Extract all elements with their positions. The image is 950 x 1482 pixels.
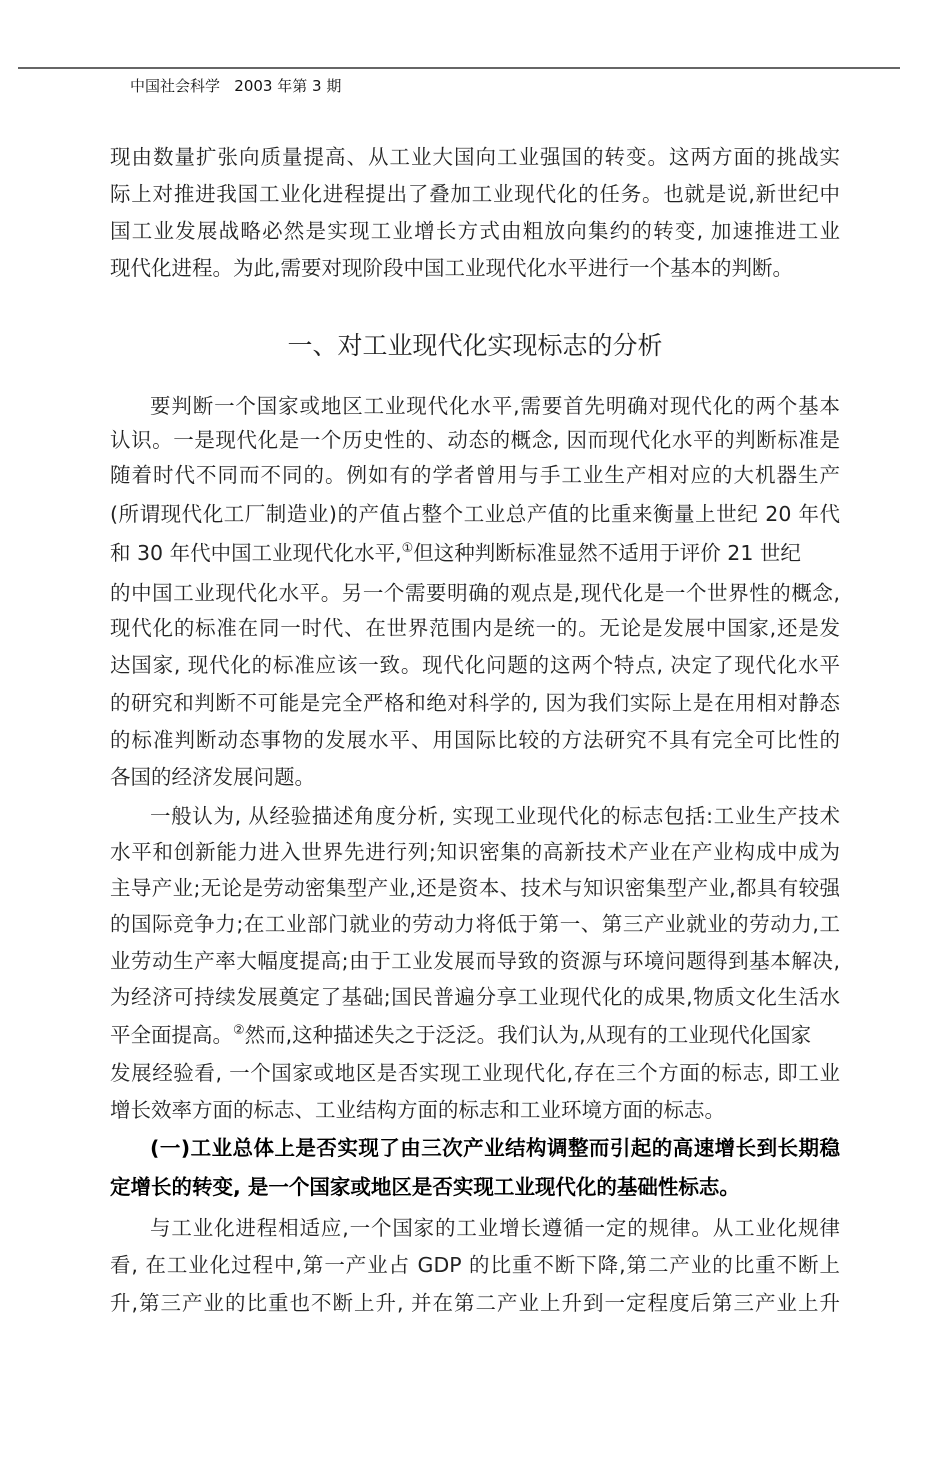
text-line: 认识。一是现代化是一个历史性的、动态的概念, 因而现代化水平的判断标准是: [110, 428, 840, 452]
text-line: 主导产业;无论是劳动密集型产业,还是资本、技术与知识密集型产业,都具有较强: [110, 876, 840, 900]
text-line: 与工业化进程相适应,一个国家的工业增长遵循一定的规律。从工业化规律: [150, 1216, 840, 1240]
text-line: 水平和创新能力进入世界先进行列;知识密集的高新技术产业在产业构成中成为: [110, 840, 840, 864]
text-line: 达国家, 现代化的标准应该一致。现代化问题的这两个特点, 决定了现代化水平: [110, 653, 840, 677]
text-line: 一般认为, 从经验描述角度分析, 实现工业现代化的标志包括:工业生产技术: [150, 804, 840, 828]
text-line: 的国际竞争力;在工业部门就业的劳动力将低于第一、第三产业就业的劳动力,工: [110, 912, 840, 936]
text-line: 升,第三产业的比重也不断上升, 并在第二产业上升到一定程度后第三产业上升: [110, 1291, 840, 1315]
text-line: [110, 538, 840, 568]
text-line: (所谓现代化工厂制造业)的产值占整个工业总产值的比重来衡量上世纪 20 年代: [110, 502, 840, 526]
running-header: 中国社会科学 2003 年第 3 期: [130, 77, 342, 95]
text-line: 际上对推进我国工业化进程提出了叠加工业现代化的任务。也就是说,新世纪中: [110, 182, 840, 206]
text-line: 要判断一个国家或地区工业现代化水平,需要首先明确对现代化的两个基本: [150, 394, 840, 418]
section-heading: 一、对工业现代化实现标志的分析: [287, 331, 663, 360]
text-line: [110, 1020, 840, 1050]
subheading-line: (一)工业总体上是否实现了由三次产业结构调整而引起的高速增长到长期稳: [150, 1136, 840, 1160]
subheading-line: 定增长的转变, 是一个国家或地区是否实现工业现代化的基础性标志。: [110, 1175, 740, 1199]
text-line: 看, 在工业化过程中,第一产业占 GDP 的比重不断下降,第二产业的比重不断上: [110, 1253, 840, 1277]
text-line: 为经济可持续发展奠定了基础;国民普遍分享工业现代化的成果,物质文化生活水: [110, 985, 840, 1009]
line-part: 然而,这种描述失之于泛泛。我们认为,从现有的工业现代化国家: [244, 1023, 812, 1047]
text-line: 随着时代不同而不同的。例如有的学者曾用与手工业生产相对应的大机器生产: [110, 463, 840, 487]
footnote-marker-2[interactable]: ②: [233, 1023, 245, 1039]
text-line: 业劳动生产率大幅度提高;由于工业发展而导致的资源与环境问题得到基本解决,: [110, 949, 840, 973]
text-line: 现代化进程。为此,需要对现阶段中国工业现代化水平进行一个基本的判断。: [110, 256, 794, 280]
text-line: 现由数量扩张向质量提高、从工业大国向工业强国的转变。这两方面的挑战实: [110, 145, 840, 169]
header-rule: [18, 67, 900, 69]
line-part: 平全面提高。: [110, 1023, 233, 1047]
text-line: 发展经验看, 一个国家或地区是否实现工业现代化,存在三个方面的标志, 即工业: [110, 1061, 840, 1085]
text-line: 增长效率方面的标志、工业结构方面的标志和工业环境方面的标志。: [110, 1098, 725, 1122]
text-line: 的标准判断动态事物的发展水平、用国际比较的方法研究不具有完全可比性的: [110, 728, 840, 752]
text-line: 现代化的标准在同一时代、在世界范围内是统一的。无论是发展中国家,还是发: [110, 616, 840, 640]
text-line: 的中国工业现代化水平。另一个需要明确的观点是,现代化是一个世界性的概念,: [110, 581, 840, 605]
line-part: 但这种判断标准显然不适用于评价 21 世纪: [413, 541, 801, 565]
text-line: 的研究和判断不可能是完全严格和绝对科学的, 因为我们实际上是在用相对静态: [110, 691, 840, 715]
text-line: 各国的经济发展问题。: [110, 765, 315, 789]
footnote-marker-1[interactable]: ①: [401, 541, 414, 557]
line-part: 和 30 年代中国工业现代化水平,: [110, 541, 402, 565]
text-line: 国工业发展战略必然是实现工业增长方式由粗放向集约的转变, 加速推进工业: [110, 219, 840, 243]
